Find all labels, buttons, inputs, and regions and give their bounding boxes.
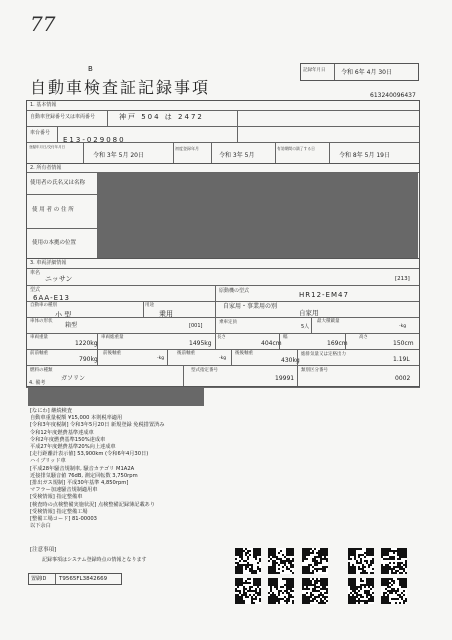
qr-code — [268, 578, 294, 604]
model-value: 6AA-E13 — [33, 294, 70, 302]
print-id-label: 置刷ID — [31, 576, 47, 582]
gross-weight-label: 車両総重量 — [101, 335, 124, 340]
rf-axle-value: -kg — [219, 356, 227, 361]
displacement-label: 総排気量又は定格出力 — [301, 352, 346, 357]
registration-date-value: 令和 3年 5月 20日 — [93, 152, 144, 159]
qr-code — [268, 548, 294, 574]
height-label: 高さ — [359, 335, 368, 340]
notice-text: 記録事項はシステム登録時点の情報となります — [42, 557, 147, 563]
fr-axle-value: -kg — [157, 356, 165, 361]
qr-code — [348, 548, 374, 574]
max-load-label: 最大積載量 — [317, 319, 340, 324]
maker-value: ニッサン — [45, 275, 73, 283]
user-address-label: 使 用 者 の 住 所 — [32, 207, 74, 213]
qr-code — [302, 578, 328, 604]
document-number: 613240096437 — [370, 92, 416, 99]
vehicle-weight-label: 車両重量 — [30, 335, 48, 340]
vehicle-kind-value: 小 型 — [55, 311, 72, 319]
width-label: 幅 — [283, 335, 288, 340]
maker-label: 車名 — [30, 270, 41, 276]
vehicle-kind-label: 自動車の種別 — [30, 303, 57, 308]
remark-line: 以下余白 — [30, 523, 51, 530]
remark-line: ハイブリッド車 — [30, 458, 66, 465]
category-number-value: 0002 — [395, 375, 411, 382]
fr-axle-label: 前後軸重 — [103, 351, 121, 356]
gross-weight-value: 1495kg — [189, 340, 212, 347]
first-registration-value: 令和 3年 5月 — [219, 152, 255, 159]
type-designation-value: 19991 — [275, 375, 295, 382]
remark-line: [検査時の点検整備実施状況] 点検整備記録簿記載あり — [30, 501, 156, 508]
remark-line: [受検情報] 指定整備車 — [30, 494, 83, 501]
ff-axle-value: 790kg — [79, 356, 98, 363]
body-shape-code: [001] — [189, 323, 203, 329]
recorded-date-label: 記録年月日 — [303, 68, 326, 73]
qr-code — [235, 578, 261, 604]
purpose-value: 自家用 — [299, 309, 319, 317]
handwritten-mark: 77 — [30, 12, 56, 36]
chassis-number-value: E13-029080 — [63, 136, 126, 144]
qr-code — [348, 578, 374, 604]
notice-heading: [注意事項] — [30, 547, 57, 553]
body-shape-value: 箱型 — [65, 322, 78, 329]
remarks-heading: 4. 備考 — [29, 380, 46, 386]
engine-type-label: 原動機の型式 — [219, 288, 250, 294]
width-value: 169cm — [327, 340, 348, 347]
displacement-value: 1.19L — [393, 356, 410, 363]
reg-number-value: 神戸 504 は 2472 — [119, 113, 204, 121]
print-id-box — [28, 573, 122, 585]
remark-line: 令和2年度燃費基準150%達成車 — [30, 436, 106, 443]
use-label: 用途 — [145, 303, 154, 308]
purpose-label: 自家用・事業用の別 — [223, 303, 278, 310]
remark-line: マフラー加速騒音規制適用車 — [30, 487, 98, 494]
expiry-date-label: 有効期間の満了する日 — [277, 146, 315, 151]
qr-code — [381, 548, 407, 574]
model-label: 型式 — [30, 287, 41, 293]
qr-code — [235, 548, 261, 574]
type-designation-label: 型式指定番号 — [191, 368, 218, 373]
rf-axle-label: 後前軸重 — [177, 351, 195, 356]
engine-type-value: HR12-EM47 — [299, 291, 349, 299]
category-number-label: 類別区分番号 — [301, 368, 328, 373]
body-shape-label: 車体の形状 — [30, 319, 53, 324]
remark-line: 自動車重量税額 ¥15,000 本則税率適用 — [30, 415, 123, 422]
qr-code — [381, 578, 407, 604]
length-label: 長さ — [217, 335, 226, 340]
remark-line: [走行距離計表示値] 53,900km (令和6年4月30日) — [30, 451, 149, 458]
maker-code: [213] — [395, 276, 410, 282]
remark-line: [受検情報] 指定整備工場 — [30, 508, 88, 515]
reg-number-label: 自動車登録番号又は車両番号 — [30, 114, 96, 120]
user-name-label: 使用者の氏名又は名称 — [30, 180, 86, 186]
page-title: 自動車検査証記録事項 — [30, 78, 211, 97]
max-load-value: -kg — [399, 324, 407, 329]
length-value: 404cm — [261, 340, 282, 347]
form-letter: B — [88, 65, 93, 73]
fuel-type-label: 燃料の種類 — [30, 368, 53, 373]
ff-axle-label: 前前軸重 — [30, 351, 48, 356]
qr-code — [302, 548, 328, 574]
registration-date-label: 登録年月日/交付年月日 — [29, 145, 66, 149]
remark-line: [なにわ] 継続検査 — [30, 408, 73, 414]
remark-line: [平成28年騒音規制車, 騒音カテゴリ M1A2A — [30, 465, 135, 472]
expiry-date-value: 令和 8年 5月 19日 — [339, 152, 390, 159]
use-value: 乗用 — [159, 310, 173, 318]
first-registration-label: 初度登録年月 — [175, 146, 199, 151]
height-value: 150cm — [393, 340, 414, 347]
capacity-value: 5人 — [301, 324, 310, 330]
remark-line: 近接排気騒音値 76dB, 測定回転数 3,750rpm — [30, 472, 138, 479]
section-heading: 2. 所有者情報 — [30, 165, 62, 171]
remark-line: 令和12年度燃費基準達成車 — [30, 429, 94, 436]
remark-line: 平成27年度燃費基準20%向上達成車 — [30, 444, 116, 450]
print-id-value: T9565FL3842669 — [59, 576, 108, 582]
remark-line: [令和3年度税制] 令和3年5月20日 新規登録 免税措置済み — [30, 422, 165, 429]
capacity-label: 乗車定員 — [219, 320, 237, 325]
chassis-number-label: 車台番号 — [30, 130, 51, 136]
vehicle-weight-value: 1220kg — [75, 340, 98, 347]
base-location-label: 使用の本拠の位置 — [32, 240, 77, 246]
section-heading: 1. 基本情報 — [30, 102, 57, 108]
fuel-type-value: ガソリン — [61, 375, 86, 382]
recorded-date-value: 令和 6年 4月 30日 — [341, 69, 392, 76]
rr-axle-label: 後後軸重 — [235, 351, 253, 356]
remark-line: [整備工場コード] 81-00003 — [30, 516, 97, 522]
remark-line: [排出ガス規制] 平成30年基準 4,850rpm] — [30, 480, 129, 486]
rr-axle-value: 430kg — [281, 357, 300, 364]
section-heading: 3. 車両詳細情報 — [30, 260, 67, 266]
